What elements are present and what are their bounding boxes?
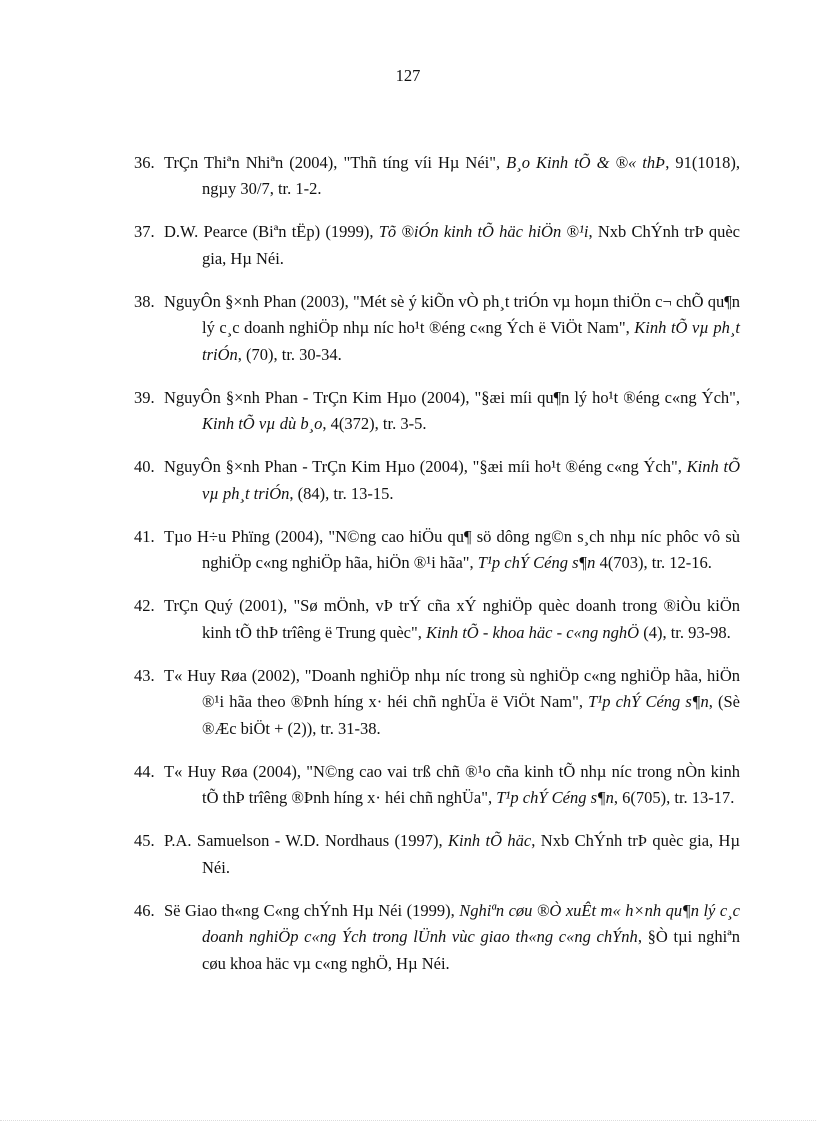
reference-number: 43. xyxy=(134,665,155,685)
reference-item xyxy=(134,898,740,978)
reference-source: Kinh tÕ vµ dù b¸o xyxy=(202,414,323,433)
reference-details: 4(703), tr. 12-16. xyxy=(595,553,712,572)
reference-item xyxy=(134,150,740,203)
reference-details: , (Sè ®Æc biÖt + (2)), tr. 31-38. xyxy=(202,692,740,738)
reference-source: T¹p chÝ Céng s¶n xyxy=(477,553,596,572)
reference-source: Kinh tÕ häc xyxy=(448,831,532,850)
reference-number: 39. xyxy=(134,387,155,407)
reference-details: , 4(372), tr. 3-5. xyxy=(322,414,427,433)
reference-item xyxy=(134,385,740,438)
reference-text: TrÇn Quý (2001), "Sø mÖnh, vÞ trÝ cña xÝ nghiÖp quèc doanh trong ®iÒu kiÖn kinh tÕ thÞ trîêng ë Trung quèc", xyxy=(164,596,740,642)
reference-item xyxy=(134,289,740,369)
reference-number: 41. xyxy=(134,526,155,546)
reference-item xyxy=(134,219,740,272)
reference-number: 42. xyxy=(134,596,155,615)
reference-item xyxy=(134,593,740,646)
reference-text: P.A. Samuelson - W.D. Nordhaus (1997), xyxy=(164,831,449,850)
reference-number: 45. xyxy=(134,831,155,850)
reference-details: , Nxb ChÝnh trÞ quèc gia, Hµ Néi. xyxy=(202,222,740,268)
reference-text: T« Huy Røa (2004), "N©ng cao vai trß chñ ®¹o cña kinh tÕ nhµ níc trong nÒn kinh tÕ thÞ trîêng ®Þnh híng x· héi chñ nghÜa", xyxy=(164,761,740,807)
reference-details: , §Ò tµi nghiªn cøu khoa häc vµ c«ng nghÖ, Hµ Néi. xyxy=(202,927,740,973)
reference-source: Kinh tÕ - khoa häc - c«ng nghÖ xyxy=(425,622,640,642)
reference-details: , 91(1018), ngµy 30/7, tr. 1-2. xyxy=(202,152,741,198)
reference-list xyxy=(134,133,740,986)
reference-text: T« Huy Røa (2002), "Doanh nghiÖp nhµ níc trong sù nghiÖp c«ng nghiÖp hãa, hiÖn ®¹i hãa theo ®Þnh híng x· héi chñ nghÜa ë ViÖt Nam", xyxy=(164,665,740,711)
reference-text: TrÇn Thiªn Nhiªn (2004), "Thñ tíng víi Hµ Néi", xyxy=(164,152,507,172)
reference-source: Kinh tÕ vµ ph¸t triÓn xyxy=(202,457,740,503)
reference-item xyxy=(134,828,740,881)
reference-number: 46. xyxy=(134,900,155,920)
reference-number: 37. xyxy=(134,222,155,241)
reference-number: 44. xyxy=(134,761,155,781)
reference-number: 36. xyxy=(134,152,155,172)
reference-source: T¹p chÝ Céng s¶n xyxy=(496,788,614,807)
reference-source: Nghiªn cøu ®Ò xuÊt m« h×nh qu¶n lý c¸c doanh nghiÖp c«ng Ých trong lÜnh vùc giao th«ng c«ng chÝnh xyxy=(202,900,740,946)
page-number: 127 xyxy=(395,66,421,85)
reference-item xyxy=(134,759,740,812)
reference-text: Tµo H÷u Phïng (2004), "N©ng cao hiÖu qu¶ sö dông ng©n s¸ch nhµ níc phôc vô sù nghiÖp c«ng nghiÖp hãa, hiÖn ®¹i hãa", xyxy=(164,526,740,572)
reference-source: Tõ ®iÓn kinh tÕ häc hiÖn ®¹i xyxy=(378,222,589,241)
reference-item xyxy=(134,454,740,507)
page-bottom-rule xyxy=(0,1120,816,1121)
reference-text: NguyÔn §×nh Phan - TrÇn Kim Hµo (2004), "§æi míi ho¹t ®éng c«ng Ých", xyxy=(164,457,687,476)
reference-source: B¸o Kinh tÕ & ®« thÞ xyxy=(506,152,666,172)
reference-source: T¹p chÝ Céng s¶n xyxy=(588,692,709,711)
reference-source: Kinh tÕ vµ ph¸t triÓn xyxy=(202,318,741,364)
reference-number: 38. xyxy=(134,291,155,311)
reference-number: 40. xyxy=(134,457,155,476)
reference-text: D.W. Pearce (Biªn tËp) (1999), xyxy=(164,222,379,241)
reference-item xyxy=(134,663,740,743)
reference-details: , (84), tr. 13-15. xyxy=(289,483,394,503)
reference-details: , Nxb ChÝnh trÞ quèc gia, Hµ Néi. xyxy=(202,831,740,877)
reference-details: , (70), tr. 30-34. xyxy=(237,344,342,364)
reference-item xyxy=(134,524,740,577)
reference-text: NguyÔn §×nh Phan (2003), "Mét sè ý kiÕn vÒ ph¸t triÓn vµ hoµn thiÖn c¬ chÕ qu¶n lý c¸c doanh nghiÖp nhµ níc ho¹t ®éng c«ng Ých ë ViÖt Nam", xyxy=(164,291,740,337)
reference-details: (4), tr. 93-98. xyxy=(639,622,731,642)
reference-details: , 6(705), tr. 13-17. xyxy=(613,788,735,807)
reference-text: Së Giao th«ng C«ng chÝnh Hµ Néi (1999), xyxy=(164,900,460,920)
reference-text: NguyÔn §×nh Phan - TrÇn Kim Hµo (2004), "§æi míi qu¶n lý ho¹t ®éng c«ng Ých", xyxy=(164,387,740,407)
